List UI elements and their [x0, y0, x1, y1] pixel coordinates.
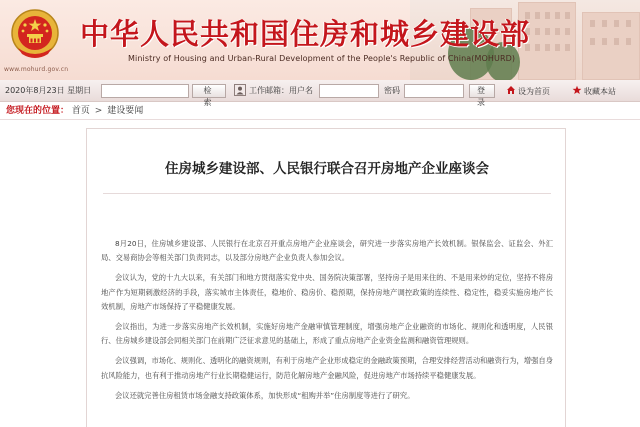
home-icon: [506, 85, 516, 95]
site-search-input[interactable]: [101, 84, 189, 98]
site-url: www.mohurd.gov.cn: [4, 66, 69, 73]
star-icon: [572, 85, 582, 95]
top-toolbar: [0, 80, 640, 107]
article-paragraph: 会议强调，市场化、规则化、透明化的融资规则，有利于房地产企业形成稳定的金融政策预期，合理安排经营活动和融资行为，增强自身抗风险能力，也有利于推动房地产行业长期稳健运行，防范化解房地产金融风险，促进房地产市场持续平稳健康发展。: [101, 356, 553, 380]
set-homepage-link[interactable]: [506, 85, 550, 97]
site-title-english: Ministry of Housing and Urban-Rural Development of the People's Republic of China(MOHURD): [128, 54, 516, 63]
article-paragraph: 会议认为，党的十九大以来，有关部门和地方贯彻落实党中央、国务院决策部署，坚持房子是用来住的、不是用来炒的定位，坚持不将房地产作为短期刺激经济的手段，落实城市主体责任，稳地价、稳房价、稳预期，保持房地产调控政策的连续性、稳定性，稳妥实施房地产长效机制，房地产市场保持了平稳健康发展。: [101, 273, 553, 311]
breadcrumb-current-link[interactable]: 建设要闻: [107, 106, 144, 116]
breadcrumb-home-link[interactable]: 首页: [71, 106, 90, 116]
article-paragraph: 8月20日，住房城乡建设部、人民银行在北京召开重点房地产企业座谈会，研究进一步落实房地产长效机制。银保监会、证监会、外汇局、交易商协会等相关部门负责同志，以及部分房地产企业负责人参加会议。: [101, 239, 553, 263]
password-label: 密码: [384, 86, 400, 95]
breadcrumb: [0, 103, 640, 120]
add-favorite-link[interactable]: [572, 85, 616, 97]
password-field[interactable]: [404, 84, 464, 98]
article-paragraph: 会议指出，为进一步落实房地产长效机制，实施好房地产金融审慎管理制度，增强房地产企业融资的市场化、规则化和透明度，人民银行、住房城乡建设部会同相关部门在前期广泛征求意见的基础上，形成了重点房地产企业资金监测和融资管理规则。: [101, 322, 553, 346]
add-favorite-label: 收藏本站: [584, 87, 616, 96]
search-button[interactable]: 检索: [192, 84, 226, 98]
article-card: [86, 128, 566, 427]
username-field[interactable]: [319, 84, 379, 98]
article-paragraph: 会议还就完善住房租赁市场金融支持政策体系，加快形成“租购并举”住房制度等进行了研究。: [115, 390, 415, 400]
site-title: 中华人民共和国住房和城乡建设部: [80, 17, 531, 51]
breadcrumb-separator: >: [94, 106, 103, 116]
current-date: 2020年8月23日 星期日: [5, 86, 92, 95]
article-body: [101, 237, 553, 409]
login-button[interactable]: 登录: [469, 84, 495, 98]
header-banner: [0, 0, 640, 80]
title-divider: [103, 193, 551, 194]
article-title: 住房城乡建设部、人民银行联合召开房地产企业座谈会: [165, 161, 489, 177]
breadcrumb-label: 您现在的位置：: [6, 106, 70, 116]
workbench-label: 工作邮箱：用户名: [249, 86, 313, 95]
user-icon: [234, 84, 248, 97]
set-homepage-label: 设为首页: [518, 87, 550, 96]
national-emblem-icon: [10, 8, 60, 62]
